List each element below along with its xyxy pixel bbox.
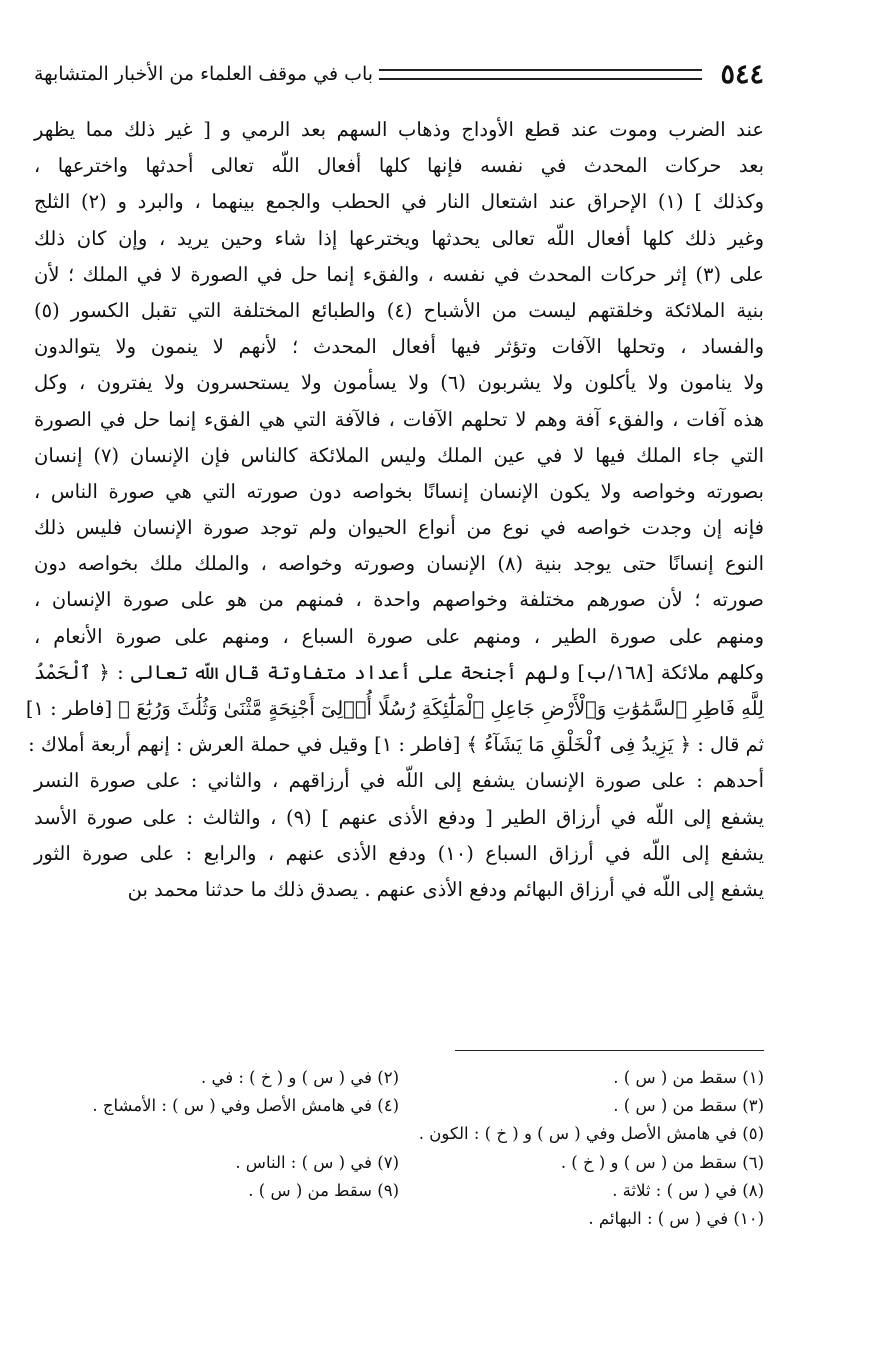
text-line: وكلهم ملائكة [١٦٨/ب] ولهم أجنحة على أعداد متفاوتة قال اللّه تعالى : ﴿ ٱلْحَمْدُ [34,660,764,684]
text-line: عند الضرب وموت عند قطع الأوداج وذهاب السهم بعد الرمي و [ غير ذلك مما يظهر [34,118,764,141]
footnote-divider [455,1050,764,1051]
text-line: بنية الملائكة وخلقتهم ليست من الأشباح (٤) والطبائع المختلفة التي تقبل الكسور (٥) [34,298,764,322]
quran-verse-line: لِلَّهِ فَاطِرِ ٱلسَّمَٰوَٰتِ وَٱلْأَرْضِ جَاعِلِ ٱلْمَلَٰٓئِكَةِ رُسُلًا أُو۟لِىٓ أَجْنِحَةٍ مَّثْنَىٰ وَثُلَٰثَ وَرُبَٰعَ ﴾ [فاطر : ١] [25,697,764,720]
footnote-2: (٢) في ( س ) و ( خ ) : في . [200,1068,399,1087]
text-line: وغير ذلك كلها أفعال اللّه تعالى يحدثها ويخترعها إذا شاء وحين يريد ، وإن كان ذلك [34,226,764,250]
text-line: وكذلك ] (١) الإحراق عند اشتعال النار في الحطب والجمع بينهما ، والبرد و (٢) الثلج [34,190,765,214]
footnote-7: (٧) في ( س ) : الناس . [235,1152,399,1172]
footnote-row [34,1205,764,1233]
text-line: فإنه إن وجدت خواصه في نوع من أنواع الحيوان ولم توجد صورة الإنسان فليس ذلك [34,516,764,540]
footnote-row [34,1177,764,1205]
footnote-6: (٦) سقط من ( س ) و ( خ ) . [560,1152,764,1172]
footnote-row [34,1149,764,1177]
footnotes [34,1064,764,1233]
text-line: ثم قال : ﴿ يَزِيدُ فِى ٱلْخَلْقِ مَا يَشَآءُ ﴾ [فاطر : ١] وقيل في حملة العرش : إنهم أربعة أملاك : [28,733,764,757]
text-line: على (٣) إثر حركات المحدث في نفسه ، والفقء إنما حل في الصورة لا في الملك ؛ لأن [34,262,764,286]
text-line: بصورته وخواصه ولا يكون الإنسان إنسانًا بخواصه دون صورته التي هي صورة الناس ، [34,479,764,503]
page-number: ٥٤٤ [720,58,764,90]
text-line: ولا ينامون ولا يأكلون ولا يشربون (٦) ولا يسأمون ولا يستحسرون ولا يفترون ، وكل [34,371,764,395]
text-line: هذه آفات ، والفقء آفة وهم لا تحلهم الآفات ، فالآفة التي هي الفقء إنما حل في الصورة [34,407,764,431]
footnote-row [34,1092,764,1120]
footnote-row [34,1064,764,1092]
text-line: بعد حركات المحدث في نفسه فإنها كلها أفعال اللّه تعالى أحدثها واخترعها ، [34,154,764,178]
footnote-3: (٣) سقط من ( س ) . [613,1096,764,1116]
footnote-8: (٨) في ( س ) : ثلاثة . [612,1180,764,1200]
text-line: النوع إنسانًا حتى يوجد بنية (٨) الإنسان وصورته وخواصه ، والملك ملك بخواصه دون [34,552,764,576]
footnote-5: (٥) في هامش الأصل وفي ( س ) و ( خ ) : الكون . [418,1124,764,1144]
footnote-9: (٩) سقط من ( س ) . [248,1180,399,1200]
footnote-4: (٤) في هامش الأصل وفي ( س ) : الأمشاج . [92,1096,399,1116]
text-line: التي جاء الملك فيها لا في عين الملك وليس الملائكة كالناس فإن الإنسان (٧) إنسان [34,443,764,467]
text-line: والفساد ، وتحلها الآفات وتؤثر فيها أفعال المحدث ؛ لأنهم لا ينمون ولا يتوالدون [34,335,764,359]
running-title: باب في موقف العلماء من الأخبار المتشابهة [34,63,374,85]
footnote-10: (١٠) في ( س ) : البهائم . [588,1208,764,1228]
header-rule [379,69,702,80]
footnote-row [34,1120,764,1148]
text-line: صورته ؛ لأن صورهم مختلفة وخواصهم واحدة ، فمنهم من هو على صورة الإنسان ، [34,588,764,612]
page-header [34,52,764,96]
body-text [25,112,765,908]
text-line: ومنهم على صورة الطير ، ومنهم على صورة السباع ، ومنهم على صورة الأنعام ، [34,624,764,648]
text-line: يشفع إلى اللّه في أرزاق السباع (١٠) ودفع الأذى عنهم ، والرابع : على صورة الثور [34,841,764,865]
text-line: يشفع إلى اللّه في أرزاق البهائم ودفع الأذى عنهم . يصدق ذلك ما حدثنا محمد بن [127,877,764,901]
text-line: يشفع إلى اللّه في أرزاق الطير [ ودفع الأذى عنهم ] (٩) ، والثالث : على صورة الأسد [34,805,764,829]
text-line: أحدهم : على صورة الإنسان يشفع إلى اللّه في أرزاقهم ، والثاني : على صورة النسر [34,769,764,793]
footnote-1: (١) سقط من ( س ) . [613,1068,764,1087]
